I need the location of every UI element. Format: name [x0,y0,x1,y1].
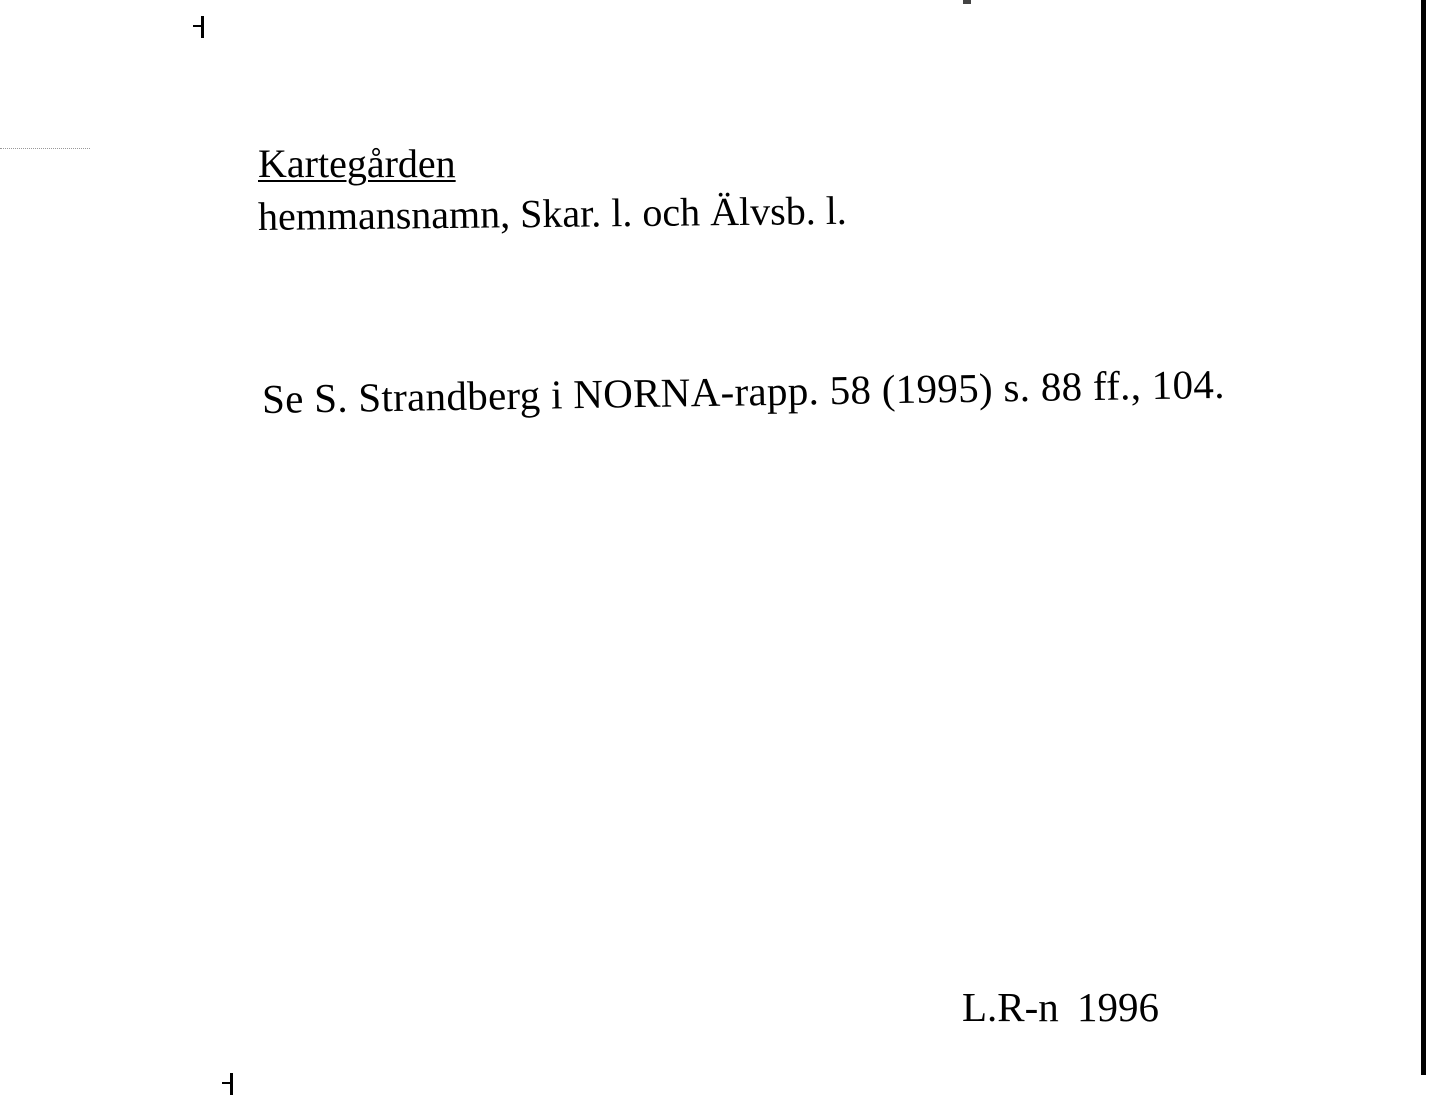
scan-artifact-dots [0,148,90,150]
scan-artifact-top [963,0,971,4]
registration-mark-top [193,16,207,38]
description: hemmansnamn, Skar. l. och Älvsb. l. [257,187,848,239]
headword: Kartegården [258,141,456,186]
registration-mark-bottom [222,1073,236,1095]
reference-note: Se S. Strandberg i NORNA-rapp. 58 (1995) s. 88 ff., 104. [261,360,1226,422]
card-right-edge [1421,0,1426,1075]
signature: L.R-n 1996 [962,984,1160,1030]
